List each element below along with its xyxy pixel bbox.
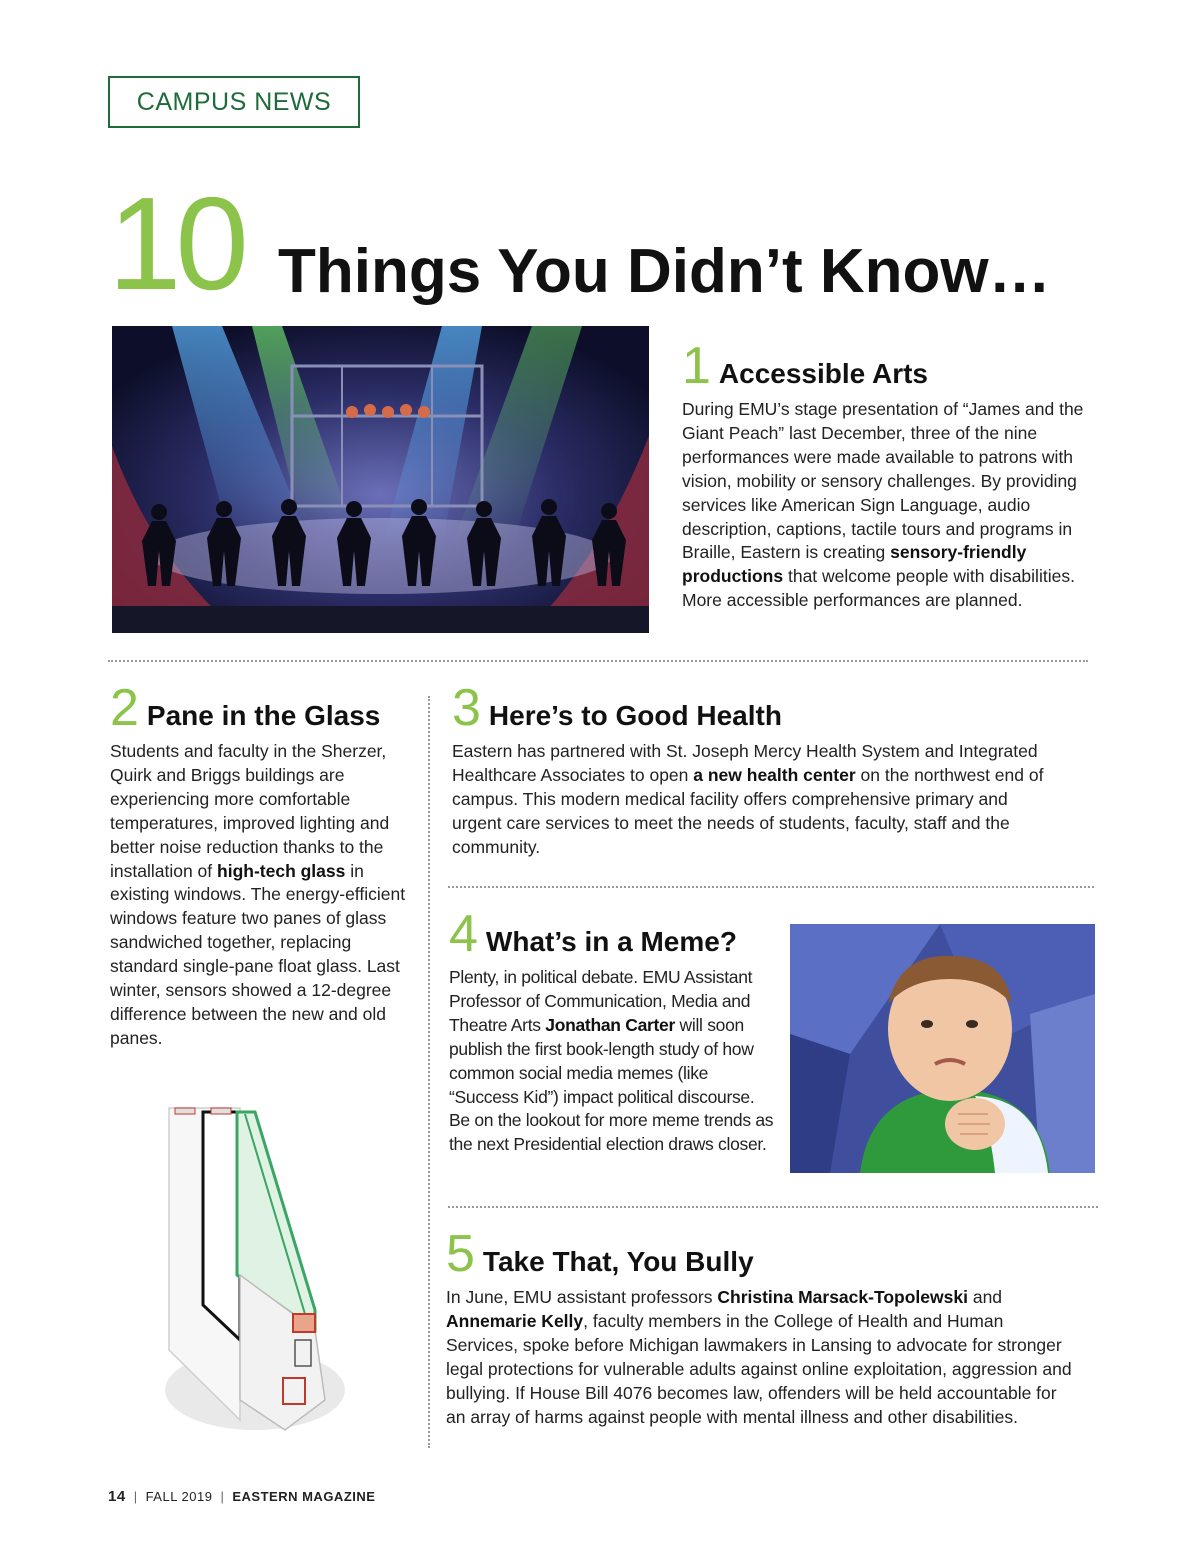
item-5-highlight-2: Annemarie Kelly — [446, 1310, 584, 1331]
item-5-number: 5 — [446, 1225, 475, 1283]
column-divider — [428, 696, 430, 1448]
success-kid-meme-photo — [790, 924, 1095, 1173]
item-2-number: 2 — [110, 679, 139, 737]
item-4-highlight: Jonathan Carter — [545, 1014, 675, 1035]
item-4 — [449, 905, 775, 1157]
item-3-highlight: a new health center — [693, 764, 856, 785]
window-profile-illustration — [145, 1100, 345, 1440]
item-2-text-end: in existing windows. The energy-efficient windows feature two panes of glass sandwiched together, replacing standard single-pane float glass. Last winter, sensors showed a 12-degree difference between the new and old panes. — [110, 860, 406, 1048]
footer-separator: | — [220, 1489, 225, 1504]
item-2 — [110, 679, 414, 1051]
item-3-text-end: on the northwest end of campus. This modern medical facility offers comprehensive primary and urgent care services to meet the needs of students, faculty, staff and the community. — [452, 764, 1044, 857]
item-2-text: Students and faculty in the Sherzer, Quirk and Briggs buildings are experiencing more comfortable temperatures, improved lighting and better noise reduction thanks to the installation of — [110, 741, 390, 881]
item-3-body — [452, 740, 1062, 860]
item-5 — [446, 1225, 1096, 1429]
item-2-body — [110, 740, 414, 1051]
item-1-title: Accessible Arts — [718, 358, 928, 389]
item-4-number: 4 — [449, 905, 478, 963]
item-5-text: In June, EMU assistant professors — [446, 1287, 718, 1307]
item-1-highlight: sensory-friendly productions — [682, 542, 1027, 587]
item-4-text: Plenty, in political debate. EMU Assistant Professor of Communication, Media and Theatre Arts — [449, 967, 753, 1035]
item-1-body — [682, 398, 1102, 613]
item-1-number: 1 — [682, 337, 711, 395]
item-divider-3-4 — [448, 886, 1094, 888]
item-3-heading — [452, 679, 1092, 737]
item-3-text: Eastern has partnered with St. Joseph Mercy Health System and Integrated Healthcare Associates to open — [452, 741, 1038, 785]
item-2-heading — [110, 679, 414, 737]
page-number: 14 — [108, 1488, 126, 1505]
headline: Things You Didn’t Know… — [278, 237, 1051, 306]
item-4-title: What’s in a Meme? — [485, 926, 737, 957]
section-label: CAMPUS NEWS — [108, 76, 360, 128]
item-4-body — [449, 966, 775, 1157]
item-1-text: During EMU’s stage presentation of “James and the Giant Peach” last December, three of the nine performances were made available to patrons with vision, mobility or sensory challenges. By providing services like American Sign Language, audio description, captions, tactile tours and programs in Braille, Eastern is creating — [682, 399, 1084, 563]
item-divider-4-5 — [448, 1206, 1098, 1208]
publication-name: EASTERN MAGAZINE — [232, 1489, 376, 1504]
item-3-number: 3 — [452, 679, 481, 737]
item-1-text-end: that welcome people with disabilities. More accessible performances are planned. — [682, 566, 1075, 611]
issue-label: FALL 2019 — [145, 1489, 213, 1504]
item-2-highlight: high-tech glass — [217, 860, 346, 881]
item-5-text-end: , faculty members in the College of Health and Human Services, spoke before Michigan lawmakers in Lansing to advocate for stronger legal protections for vulnerable adults against online exploitation, aggression and bullying. If House Bill 4076 becomes law, offenders will be held accountable for an array of harms against people with mental illness and other disabilities. — [446, 1310, 1072, 1427]
item-3 — [452, 679, 1092, 860]
item-5-body — [446, 1286, 1076, 1429]
item-5-highlight: Christina Marsack-Topolewski — [717, 1287, 968, 1307]
item-5-heading — [446, 1225, 1096, 1283]
item-1-heading — [682, 337, 1102, 395]
item-2-title: Pane in the Glass — [146, 700, 381, 731]
headline-number: 10 — [108, 170, 243, 317]
item-4-text-end: will soon publish the first book-length study of how common social media memes (like “Success Kid”) impact political discourse. Be on the lookout for more meme trends as the next Presidential election draws closer. — [449, 1014, 774, 1155]
item-4-heading — [449, 905, 775, 963]
footer-separator: | — [133, 1489, 138, 1504]
item-3-title: Here’s to Good Health — [488, 700, 782, 731]
item-5-text-mid: and — [967, 1287, 1003, 1307]
item-1 — [682, 337, 1102, 613]
item-5-title: Take That, You Bully — [482, 1246, 754, 1277]
stage-performance-photo — [112, 326, 649, 633]
page-footer — [108, 1488, 375, 1505]
section-divider — [108, 660, 1088, 662]
